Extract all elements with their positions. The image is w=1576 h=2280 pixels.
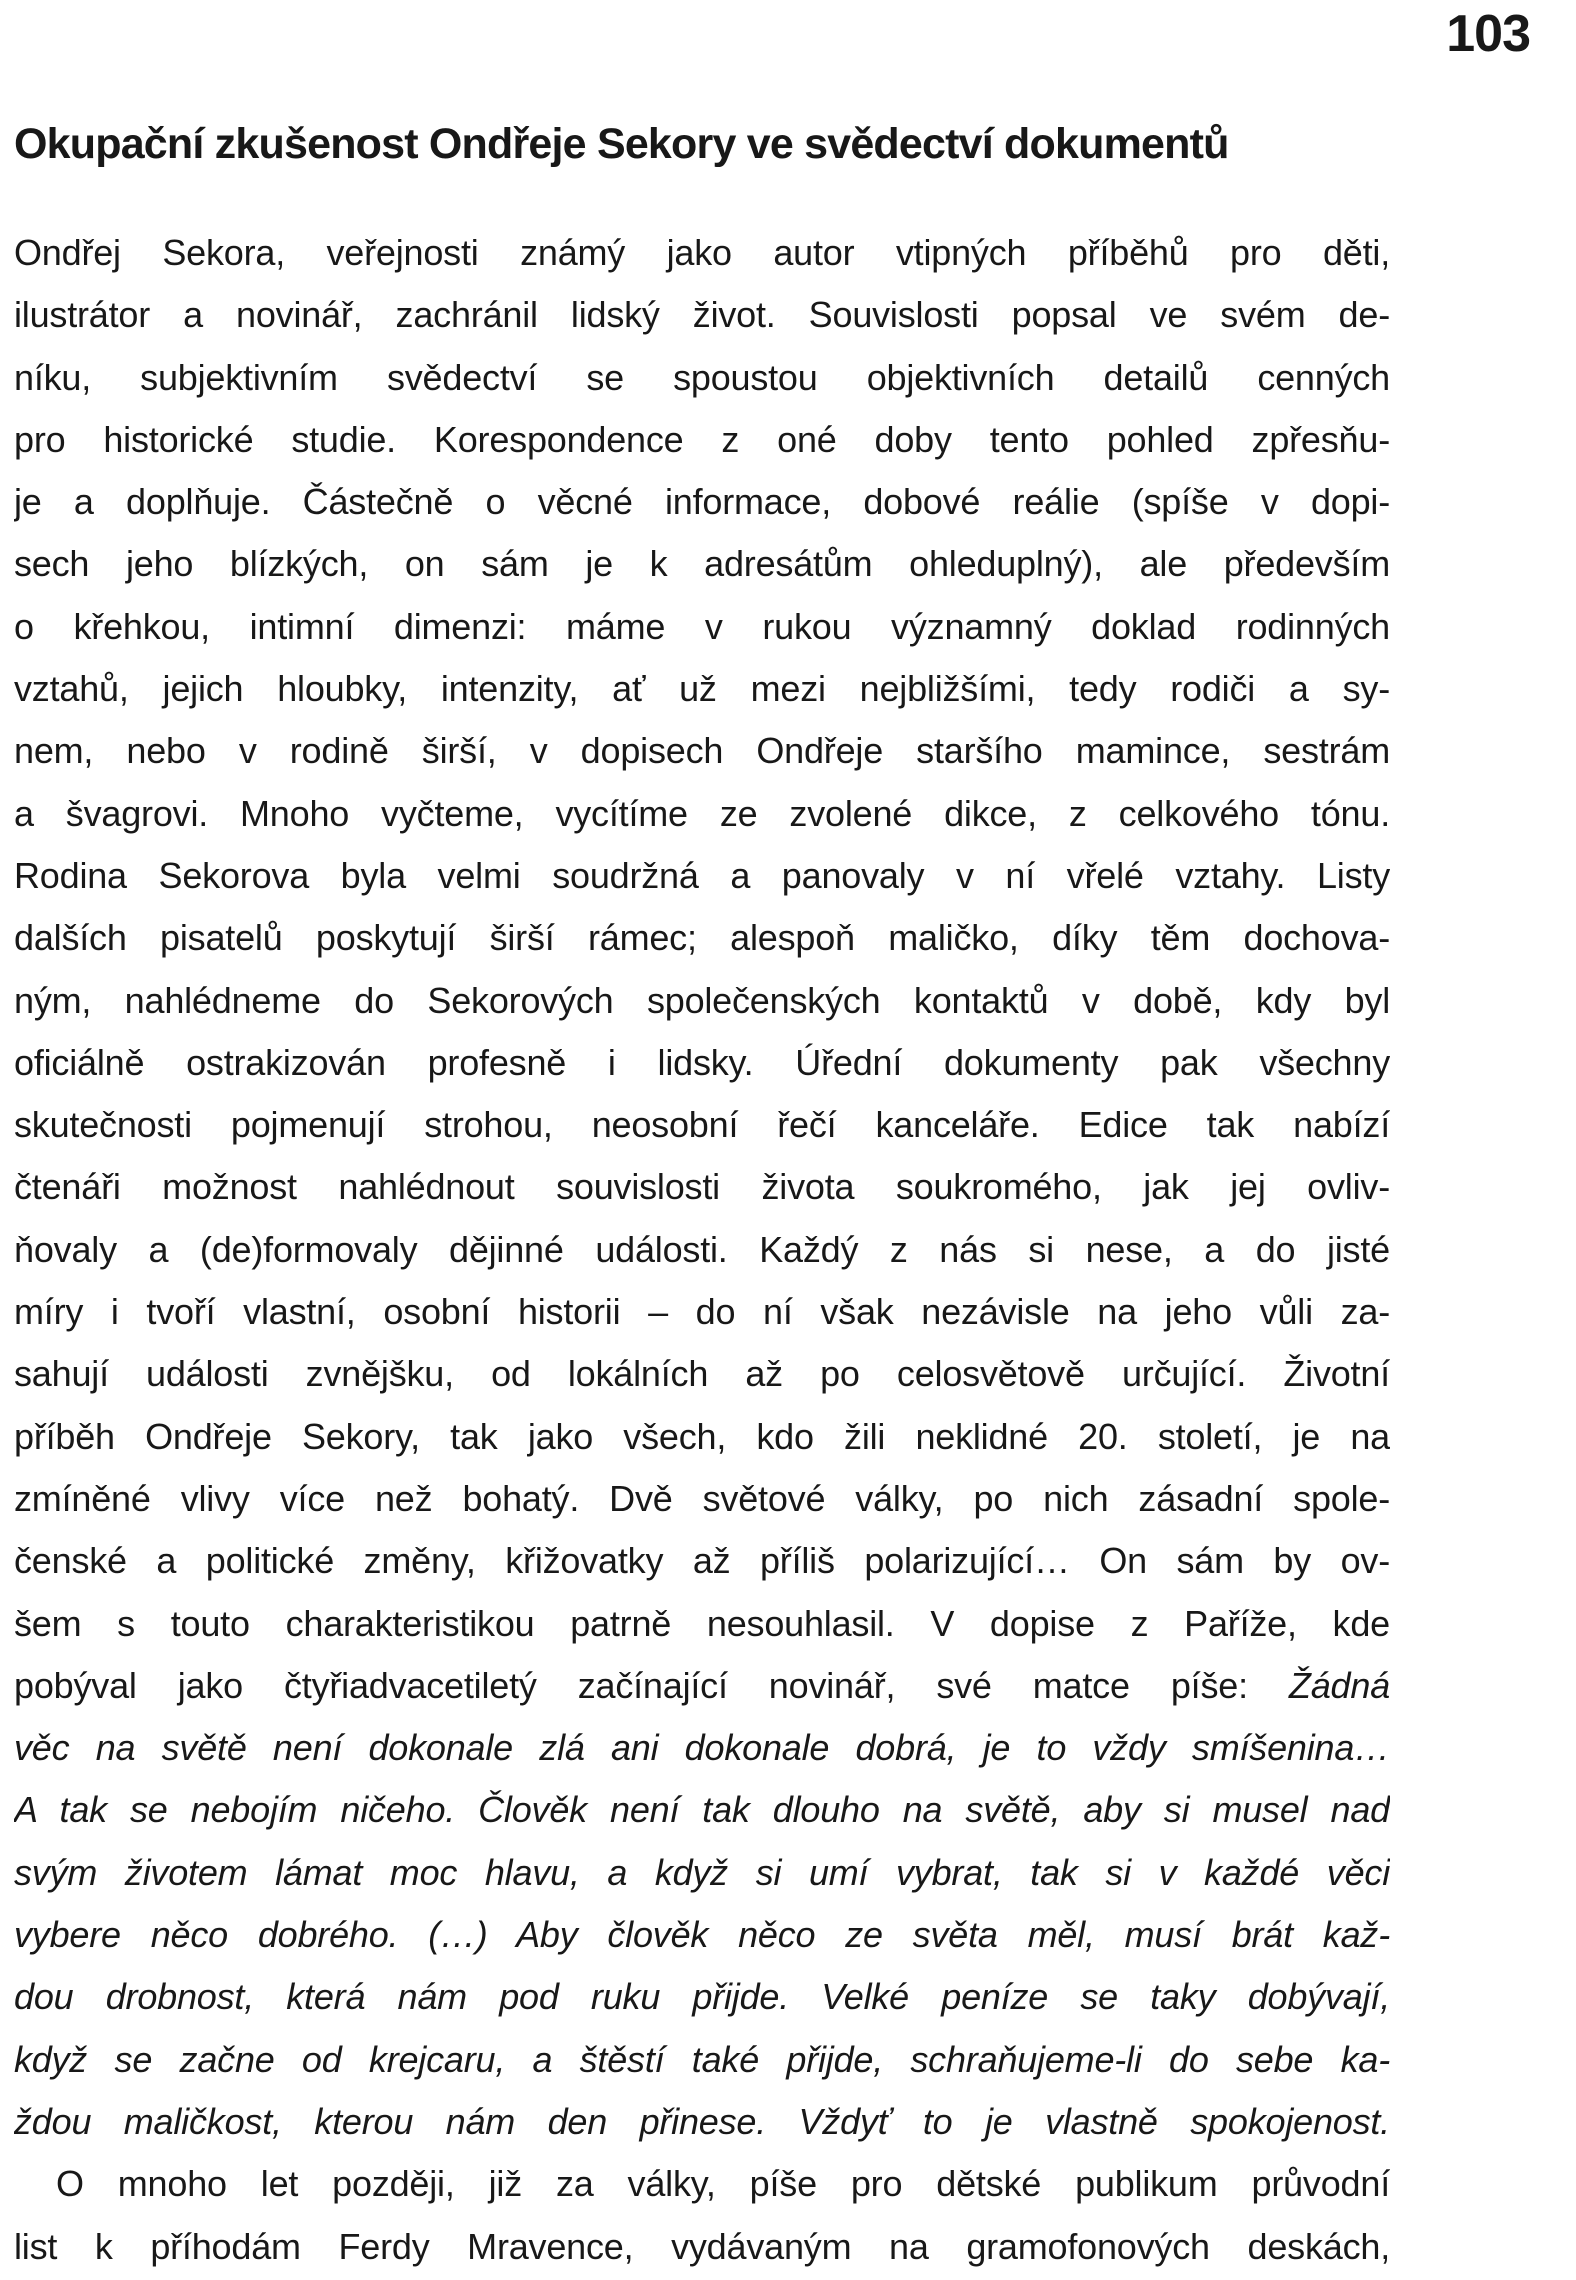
body-text-segment: níku, subjektivním svědectví se spoustou objektivních detailů cenných xyxy=(14,356,1390,398)
body-text-segment: čenské a politické změny, křižovatky až příliš polarizující… On sám by ov- xyxy=(14,1540,1390,1582)
text-line xyxy=(14,533,1390,595)
body-text-segment: pro historické studie. Korespondence z oné doby tento pohled zpřesňu- xyxy=(14,418,1390,460)
text-line xyxy=(14,970,1390,1032)
text-line xyxy=(14,2153,1390,2215)
body-text-segment: O mnoho let později, již za války, píše pro dětské publikum průvodní xyxy=(56,2163,1390,2205)
body-text-segment: pobýval jako čtyřiadvacetiletý začínající novinář, své matce píše: xyxy=(14,1664,1289,1706)
body-text-segment: ilustrátor a novinář, zachránil lidský život. Souvislosti popsal ve svém de- xyxy=(14,294,1390,336)
text-line xyxy=(14,907,1390,969)
text-line xyxy=(14,1904,1390,1966)
body-text-segment: list k příhodám Ferdy Mravence, vydávaným na gramofonových deskách, xyxy=(14,2225,1390,2267)
body-text-segment: míry i tvoří vlastní, osobní historii – do ní však nezávisle na jeho vůli za- xyxy=(14,1291,1390,1333)
body-text-segment: oficiálně ostrakizován profesně i lidsky. Úřední dokumenty pak všechny xyxy=(14,1041,1390,1083)
text-line xyxy=(14,1779,1390,1841)
text-line xyxy=(14,658,1390,720)
body-text-segment: ným, nahlédneme do Sekorových společenských kontaktů v době, kdy byl xyxy=(14,979,1390,1021)
text-line xyxy=(14,471,1390,533)
text-line xyxy=(14,845,1390,907)
text-line xyxy=(14,222,1390,284)
text-line xyxy=(14,409,1390,471)
text-line xyxy=(14,1717,1390,1779)
text-line xyxy=(14,1842,1390,1904)
text-line xyxy=(14,2091,1390,2153)
text-line xyxy=(14,284,1390,346)
body-text-segment: je a doplňuje. Částečně o věcné informace, dobové reálie (spíše v dopi- xyxy=(14,481,1390,523)
text-line xyxy=(14,347,1390,409)
quote-italic-segment: ždou maličkost, kterou nám den přinese. Vždyť to je vlastně spokojenost. xyxy=(14,2100,1390,2142)
text-line xyxy=(14,1343,1390,1405)
text-line xyxy=(14,783,1390,845)
quote-italic-segment: A tak se nebojím ničeho. Člověk není tak dlouho na světě, aby si musel nad xyxy=(14,1789,1390,1831)
body-text-segment: nem, nebo v rodině širší, v dopisech Ondřeje staršího mamince, sestrám xyxy=(14,730,1390,772)
quote-italic-segment: svým životem lámat moc hlavu, a když si umí vybrat, tak si v každé věci xyxy=(14,1851,1390,1893)
body-text-segment: zmíněné vlivy více než bohatý. Dvě světové války, po nich zásadní spole- xyxy=(14,1477,1390,1519)
text-line xyxy=(14,2029,1390,2091)
text-line xyxy=(14,1219,1390,1281)
body-text-segment: vztahů, jejich hloubky, intenzity, ať už mezi nejbližšími, tedy rodiči a sy- xyxy=(14,668,1390,710)
quote-italic-segment: dou drobnost, která nám pod ruku přijde. Velké peníze se taky dobývají, xyxy=(14,1976,1390,2018)
quote-italic-segment: vybere něco dobrého. (…) Aby člověk něco ze světa měl, musí brát kaž- xyxy=(14,1914,1390,1956)
text-line xyxy=(14,1094,1390,1156)
page-number: 103 xyxy=(1446,5,1530,63)
body-text-segment: čtenáři možnost nahlédnout souvislosti života soukromého, jak jej ovliv- xyxy=(14,1166,1390,1208)
text-line xyxy=(14,1593,1390,1655)
body-text-segment: sech jeho blízkých, on sám je k adresátům ohleduplný), ale především xyxy=(14,543,1390,585)
text-line xyxy=(14,1281,1390,1343)
body-text xyxy=(14,222,1390,2278)
body-text-segment: Rodina Sekorova byla velmi soudržná a panovaly v ní vřelé vztahy. Listy xyxy=(14,854,1390,896)
body-text-segment: skutečnosti pojmenují strohou, neosobní řečí kanceláře. Edice tak nabízí xyxy=(14,1104,1390,1146)
body-text-segment: šem s touto charakteristikou patrně nesouhlasil. V dopise z Paříže, kde xyxy=(14,1602,1390,1644)
text-line xyxy=(14,596,1390,658)
body-text-segment: ňovaly a (de)formovaly dějinné události. Každý z nás si nese, a do jisté xyxy=(14,1228,1390,1270)
body-text-segment: dalších pisatelů poskytují širší rámec; alespoň maličko, díky těm dochova- xyxy=(14,917,1390,959)
quote-italic-segment: věc na světě není dokonale zlá ani dokonale dobrá, je to vždy smíšenina… xyxy=(14,1727,1390,1769)
text-line xyxy=(14,1156,1390,1218)
text-line xyxy=(14,1406,1390,1468)
quote-italic-segment: Žádná xyxy=(1288,1664,1390,1706)
text-line xyxy=(14,1032,1390,1094)
body-text-segment: příběh Ondřeje Sekory, tak jako všech, kdo žili neklidné 20. století, je na xyxy=(14,1415,1390,1457)
body-text-segment: o křehkou, intimní dimenzi: máme v rukou významný doklad rodinných xyxy=(14,605,1390,647)
text-line xyxy=(14,1966,1390,2028)
quote-italic-segment: když se začne od krejcaru, a štěstí také přijde, schraňujeme-li do sebe ka- xyxy=(14,2038,1390,2080)
body-text-segment: Ondřej Sekora, veřejnosti známý jako autor vtipných příběhů pro děti, xyxy=(14,232,1390,273)
text-line xyxy=(14,1468,1390,1530)
text-line xyxy=(14,720,1390,782)
body-text-segment: sahují události zvnějšku, od lokálních až po celosvětově určující. Životní xyxy=(14,1353,1390,1395)
body-text-segment: a švagrovi. Mnoho vyčteme, vycítíme ze zvolené dikce, z celkového tónu. xyxy=(14,792,1390,834)
page-heading: Okupační zkušenost Ondřeje Sekory ve svědectví dokumentů xyxy=(14,119,1229,168)
text-line xyxy=(14,1530,1390,1592)
text-line xyxy=(14,2216,1390,2278)
text-line xyxy=(14,1655,1390,1717)
